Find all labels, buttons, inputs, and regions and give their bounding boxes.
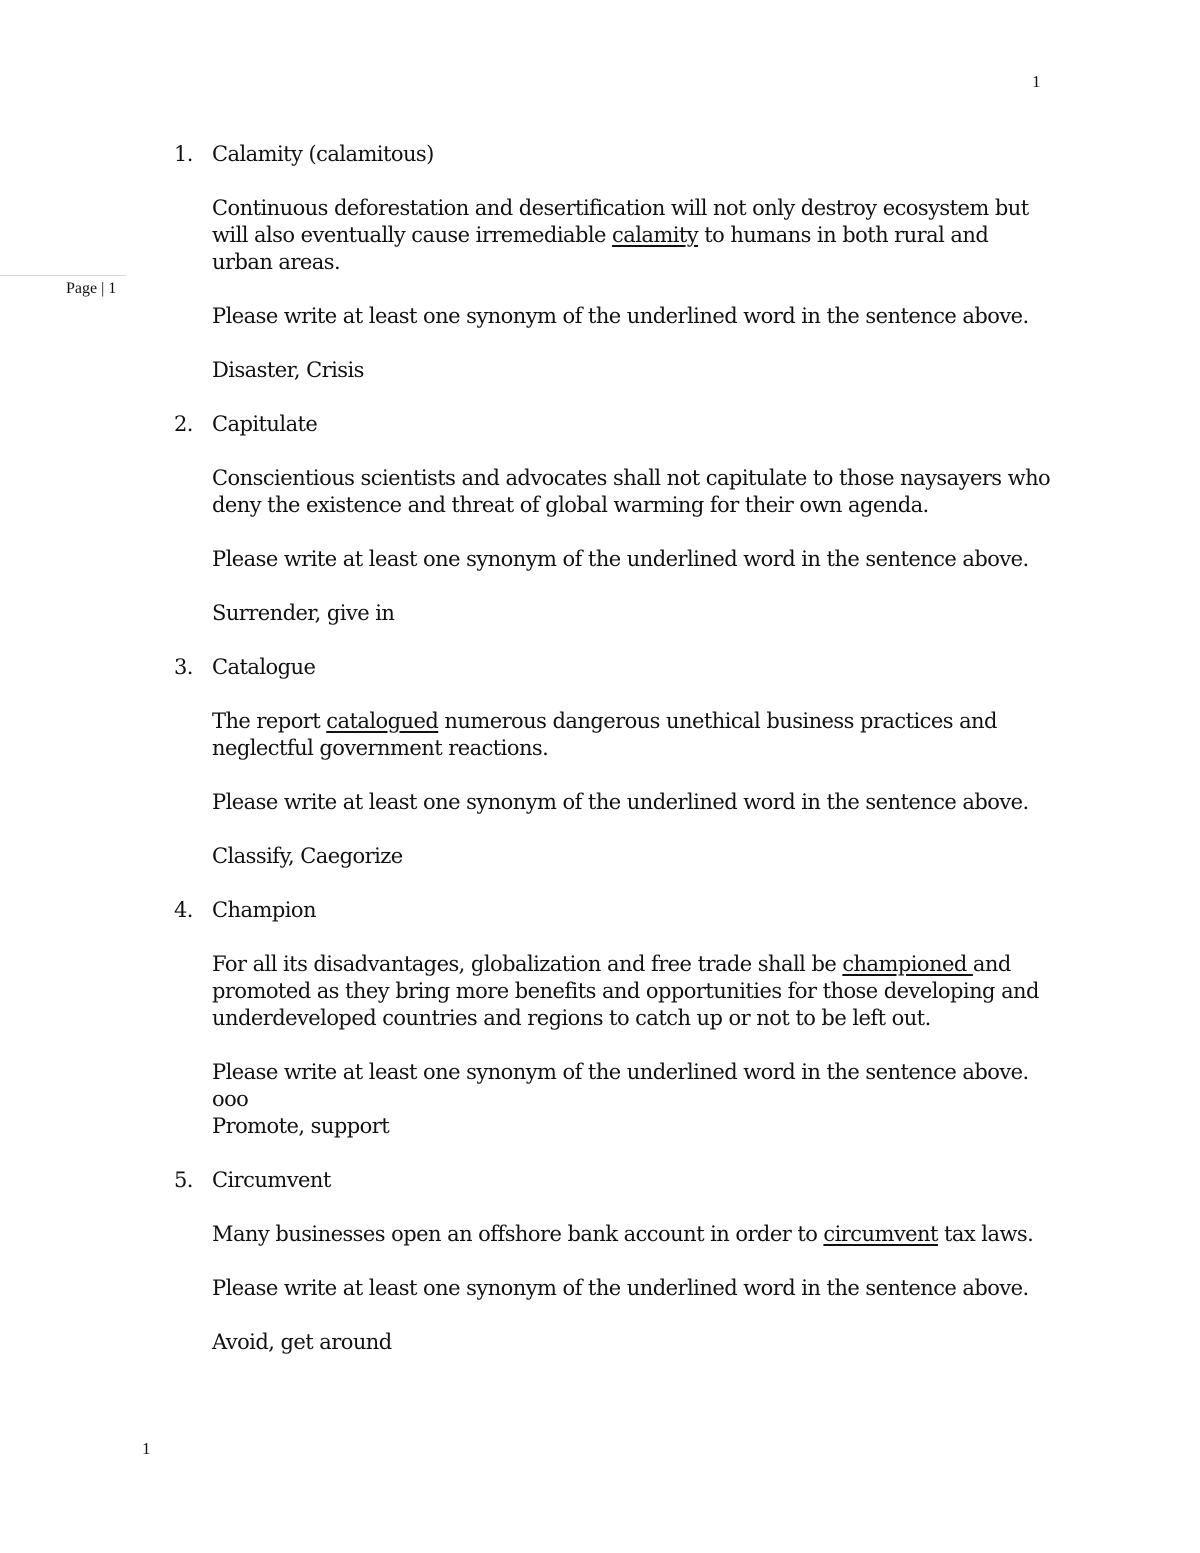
example-sentence (212, 951, 1054, 1032)
example-sentence (212, 195, 1054, 276)
vocab-item-2 (174, 411, 1054, 627)
sentence-text: tax laws. (937, 1222, 1034, 1246)
vocab-item-5 (174, 1167, 1054, 1356)
item-number: 2. (174, 412, 193, 436)
vocab-term: Champion (212, 898, 316, 922)
synonym-prompt: Please write at least one synonym of the underlined word in the sentence above. (212, 1060, 1029, 1084)
vocab-term: Capitulate (212, 412, 318, 436)
vocab-term: Circumvent (212, 1168, 331, 1192)
sentence-text: to humans in both rural and urban areas. (212, 223, 989, 274)
vocab-item-1 (174, 141, 1054, 384)
vocab-item-3 (174, 654, 1054, 870)
synonym-prompt: Please write at least one synonym of the underlined word in the sentence above. (212, 304, 1029, 328)
item-number: 4. (174, 898, 193, 922)
example-sentence (212, 1221, 1054, 1248)
sentence-text: The report (212, 709, 327, 733)
example-sentence: Conscientious scientists and advocates shall not capitulate to those naysayers who deny the existence and threat of global warming for their own agenda. (212, 466, 1051, 517)
stray-text: ooo (212, 1087, 249, 1111)
side-margin-rule (0, 275, 126, 276)
vocab-term: Calamity (calamitous) (212, 142, 434, 166)
synonym-answer: Surrender, give in (212, 601, 395, 625)
underlined-word: catalogued (326, 709, 439, 733)
item-number: 1. (174, 142, 193, 166)
sentence-text: Many businesses open an offshore bank account in order to (212, 1222, 824, 1246)
side-page-label: Page | 1 (66, 280, 117, 297)
item-number: 5. (174, 1168, 193, 1192)
synonym-answer: Disaster, Crisis (212, 358, 364, 382)
synonym-answer: Avoid, get around (212, 1330, 392, 1354)
synonym-prompt: Please write at least one synonym of the underlined word in the sentence above. (212, 790, 1029, 814)
sentence-text: For all its disadvantages, globalization and free trade shall be (212, 952, 843, 976)
synonym-answer: Promote, support (212, 1114, 390, 1138)
synonym-prompt: Please write at least one synonym of the underlined word in the sentence above. (212, 547, 1029, 571)
underlined-word: circumvent (823, 1222, 938, 1246)
sentence-text: Continuous deforestation and desertification will not only destroy ecosystem but will also eventually cause irremediable (212, 196, 1029, 247)
item-number: 3. (174, 655, 193, 679)
underlined-word: calamity (612, 223, 699, 247)
example-sentence (212, 708, 1054, 762)
synonym-answer: Classify, Caegorize (212, 844, 403, 868)
vocab-term: Catalogue (212, 655, 316, 679)
header-page-number: 1 (1032, 72, 1041, 91)
vocab-item-4 (174, 897, 1054, 1140)
synonym-prompt: Please write at least one synonym of the underlined word in the sentence above. (212, 1276, 1029, 1300)
underlined-word: championed (842, 952, 973, 976)
sentence-text: numerous dangerous unethical business practices and neglectful government reactions. (212, 709, 997, 760)
sentence-text: and promoted as they bring more benefits and opportunities for those developing and underdeveloped countries and regions to catch up or not to be left out. (212, 952, 1039, 1030)
footer-page-number: 1 (142, 1439, 151, 1458)
document-body (174, 141, 1054, 1383)
